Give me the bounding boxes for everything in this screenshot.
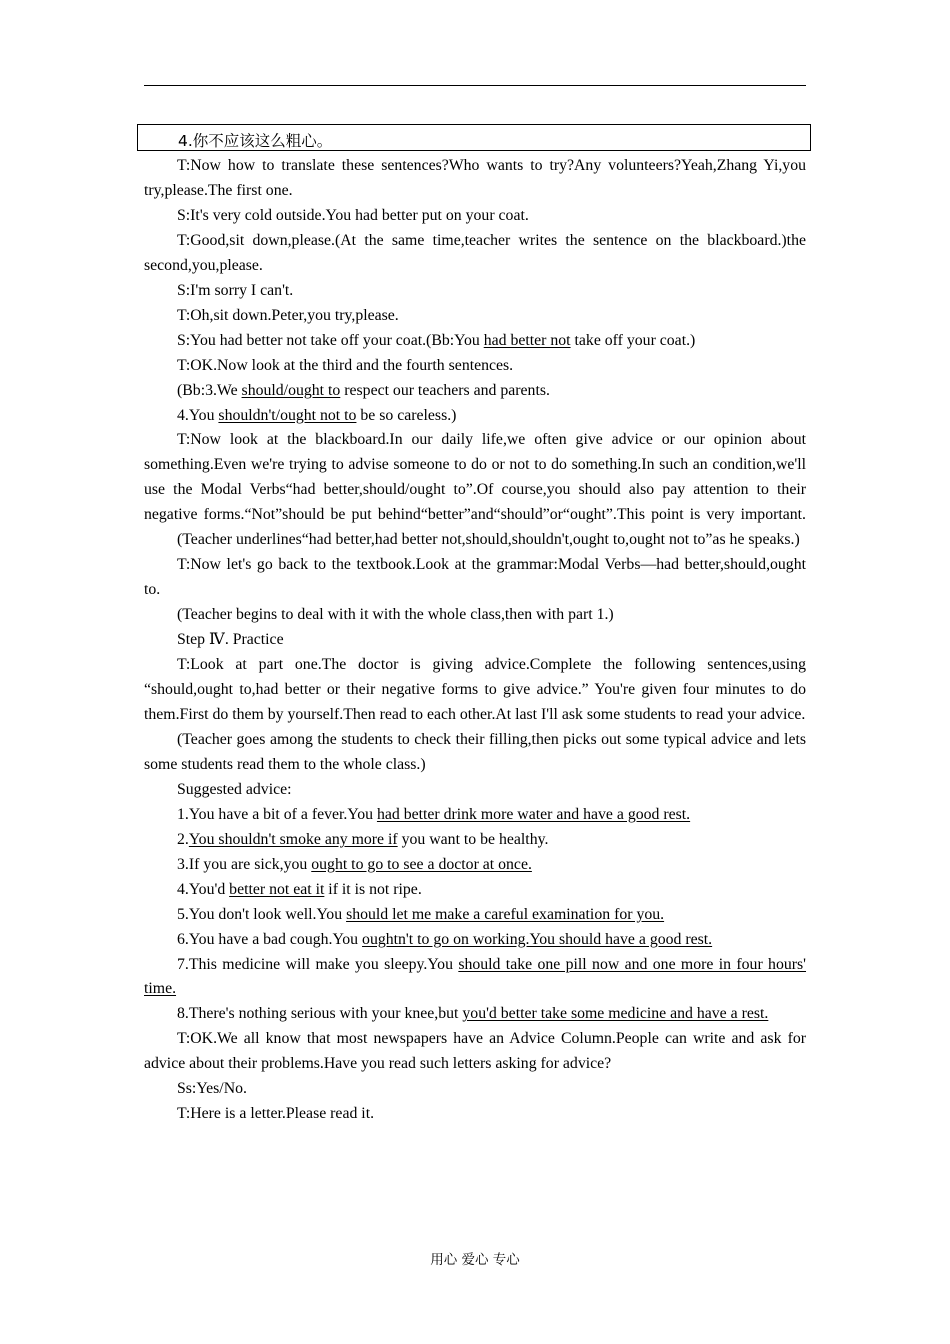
underlined-answer: should take one pill now and one more in four hours' time. <box>144 955 807 998</box>
paragraph <box>144 553 806 603</box>
paragraph <box>144 428 806 528</box>
paragraph <box>144 279 806 304</box>
header-rule <box>144 85 806 86</box>
paragraph <box>144 379 806 404</box>
paragraph <box>144 1027 806 1077</box>
paragraph-text: Ss:Yes/No. <box>177 1080 247 1098</box>
paragraph-text: 4.You'd <box>177 880 230 898</box>
paragraph <box>144 1077 806 1102</box>
underlined-answer: You shouldn't smoke any more if <box>188 830 398 848</box>
boxed-sentence-text: 4.你不应该这么粗心。 <box>178 132 333 150</box>
paragraph <box>144 329 806 354</box>
paragraph <box>144 903 806 928</box>
paragraph-text: 4.You <box>177 406 219 424</box>
underlined-answer: should/ought to <box>241 381 341 399</box>
paragraph-text: 5.You don't look well.You <box>177 905 347 923</box>
paragraph-text: T:Oh,sit down.Peter,you try,please. <box>177 306 399 324</box>
paragraph-text: S:It's very cold outside.You had better put on your coat. <box>177 206 529 224</box>
paragraph <box>144 1102 806 1127</box>
paragraph <box>144 828 806 853</box>
paragraph <box>144 154 806 204</box>
paragraph-text: S:You had better not take off your coat.(Bb:You <box>177 331 484 349</box>
paragraph-text: 6.You have a bad cough.You <box>177 930 363 948</box>
paragraph-text: 1.You have a bit of a fever.You <box>177 805 377 823</box>
underlined-answer: had better not <box>483 331 571 349</box>
underlined-answer: shouldn't/ought not to <box>218 406 357 424</box>
paragraph <box>144 1002 806 1027</box>
paragraph-text: T:Now look at the blackboard.In our daily life,we often give advice or our opinion about something.Even we're trying to advise someone to do or not to do something.In such an condition,we'll use the Modal Verbs“had better,should/ought to”.Of course,you should also pay attention to their negative forms.“Not”should be put behind“better”and“should”or“ought”.This point is very important. <box>144 431 806 524</box>
paragraph <box>144 803 806 828</box>
paragraph <box>144 628 806 653</box>
underlined-answer: should let me make a careful examination for you. <box>346 905 665 923</box>
paragraph-text: T:Now let's go back to the textbook.Look at the grammar:Modal Verbs—had better,should,ought to. <box>144 556 806 599</box>
paragraph <box>144 653 806 728</box>
paragraph-text: T:OK.We all know that most newspapers have an Advice Column.People can write and ask for advice about their problems.Have you read such letters asking for advice? <box>144 1030 806 1073</box>
paragraph-text: 2. <box>177 830 189 848</box>
paragraph-text: (Teacher goes among the students to check their filling,then picks out some typical advice and lets some students read them to the whole class.) <box>144 730 806 773</box>
paragraph-text: respect our teachers and parents. <box>340 381 550 399</box>
paragraph-text: (Teacher underlines“had better,had better not,should,shouldn't,ought to,ought not to”as he speaks.) <box>177 531 800 549</box>
underlined-answer: oughtn't to go on working.You should have a good rest. <box>362 930 713 948</box>
paragraph <box>144 528 806 553</box>
paragraph-text: 3.If you are sick,you <box>177 855 312 873</box>
paragraph <box>144 778 806 803</box>
paragraph-text: Step Ⅳ. Practice <box>177 631 284 649</box>
paragraph <box>144 354 806 379</box>
underlined-answer: ought to go to see a doctor at once. <box>311 855 532 873</box>
paragraph-text: if it is not ripe. <box>324 880 422 898</box>
paragraph <box>144 304 806 329</box>
paragraph <box>144 404 806 429</box>
paragraph-text: T:OK.Now look at the third and the fourth sentences. <box>177 356 514 374</box>
boxed-sentence <box>137 124 811 151</box>
paragraph-text: be so careless.) <box>356 406 457 424</box>
paragraph <box>144 728 806 778</box>
paragraph-text: (Teacher begins to deal with it with the whole class,then with part 1.) <box>177 606 614 624</box>
paragraph-text: T:Look at part one.The doctor is giving advice.Complete the following sentences,using “should,ought to,had better or their negative forms to give advice.” You're given four minutes to do them.First do them by yourself.Then read to each other.At last I'll ask some students to read your advice. <box>144 656 806 723</box>
paragraph <box>144 928 806 953</box>
document-body <box>144 154 806 1127</box>
paragraph-text: (Bb:3.We <box>177 381 242 399</box>
underlined-answer: had better drink more water and have a good rest. <box>376 805 691 823</box>
underlined-answer: better not eat it <box>229 880 325 898</box>
paragraph-text: take off your coat.) <box>570 331 696 349</box>
paragraph <box>144 603 806 628</box>
paragraph-text: 7.This medicine will make you sleepy.You <box>177 955 459 973</box>
paragraph <box>144 204 806 229</box>
paragraph-text: T:Here is a letter.Please read it. <box>177 1105 375 1123</box>
page-footer: 用心 爱心 专心 <box>430 1252 520 1268</box>
paragraph-text: T:Now how to translate these sentences?Who wants to try?Any volunteers?Yeah,Zhang Yi,you try,please.The first one. <box>144 157 806 199</box>
paragraph-text: you want to be healthy. <box>397 830 549 848</box>
paragraph <box>144 953 806 1003</box>
paragraph <box>144 229 806 279</box>
underlined-answer: you'd better take some medicine and have a rest. <box>462 1005 769 1023</box>
paragraph-text: Suggested advice: <box>177 780 292 798</box>
paragraph-text: T:Good,sit down,please.(At the same time,teacher writes the sentence on the blackboard.)the second,you,please. <box>144 231 806 274</box>
paragraph <box>144 878 806 903</box>
paragraph-text: 8.There's nothing serious with your knee,but <box>177 1005 463 1023</box>
paragraph <box>144 853 806 878</box>
paragraph-text: S:I'm sorry I can't. <box>177 281 294 299</box>
